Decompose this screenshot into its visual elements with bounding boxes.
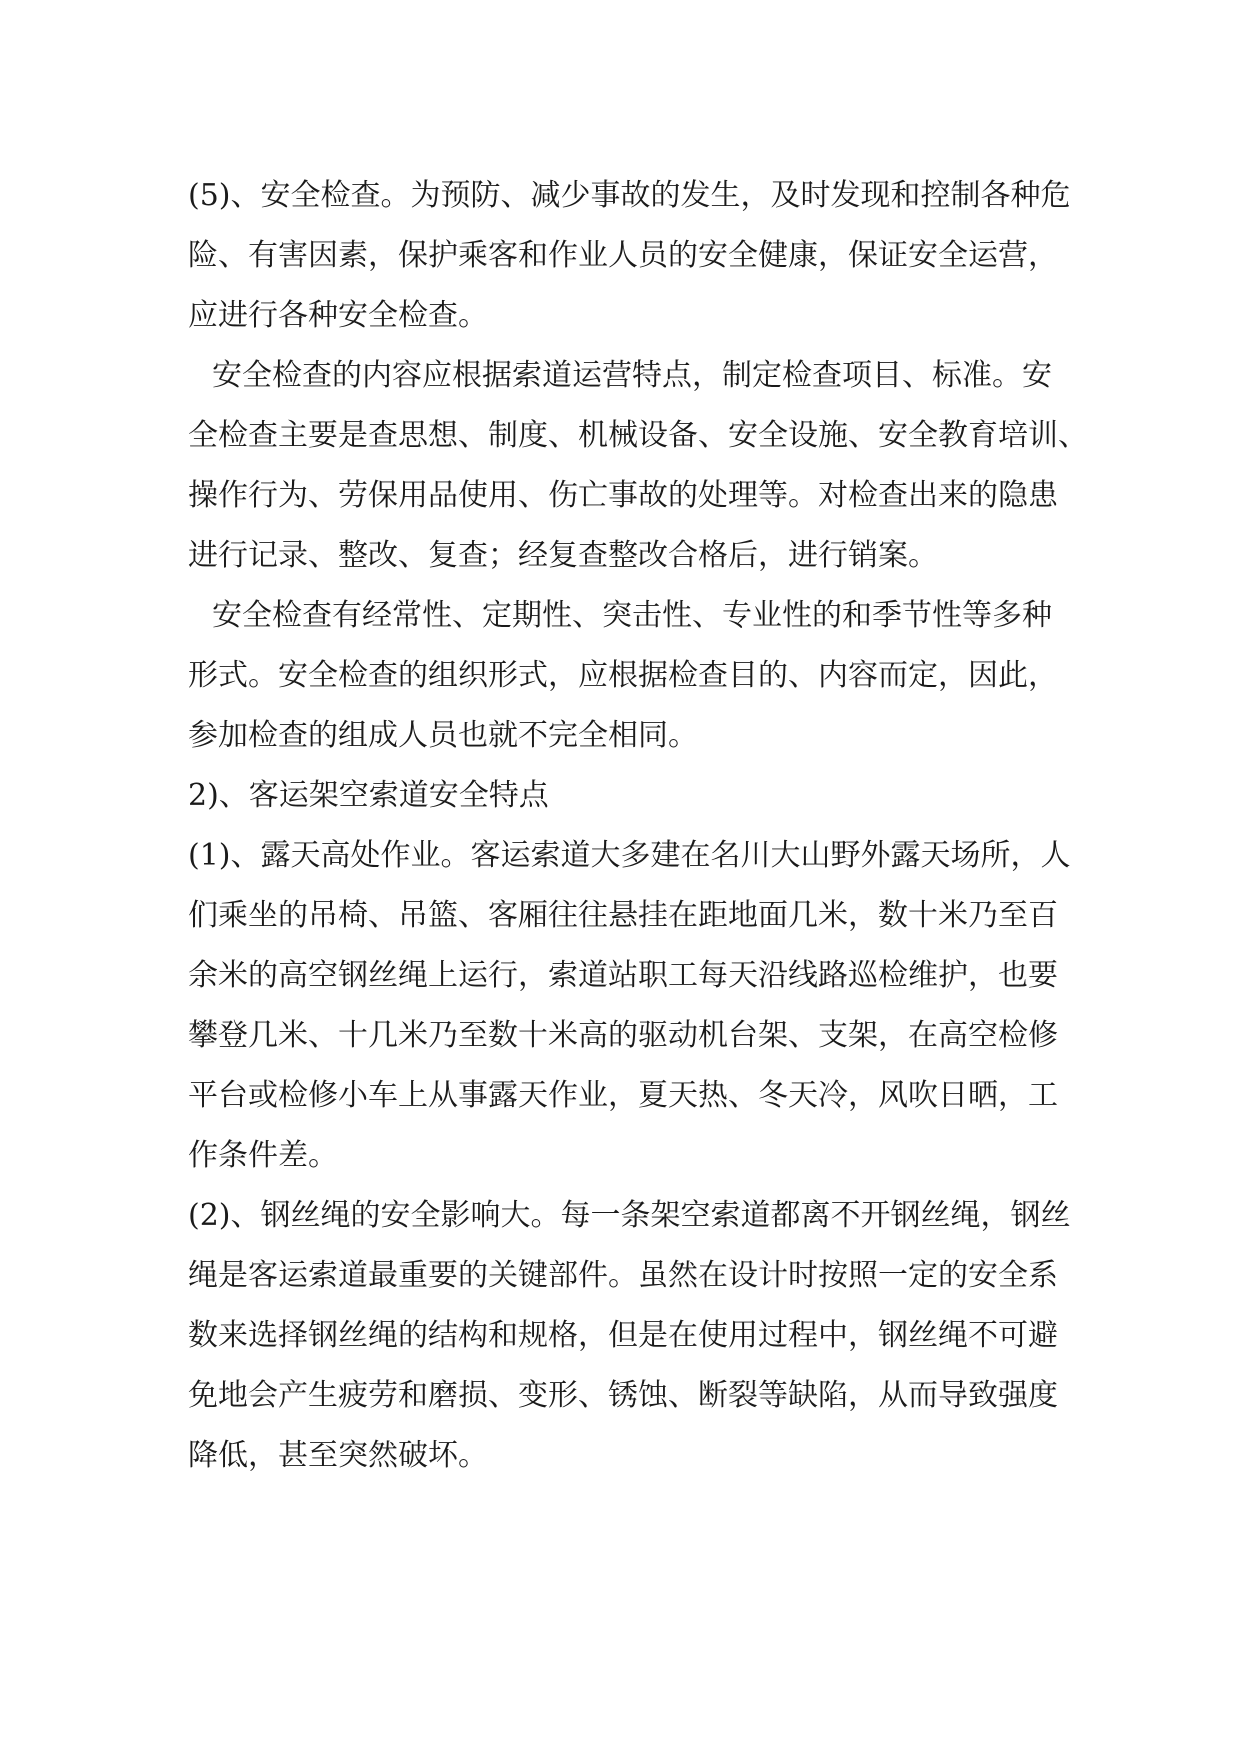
text-line: (2)、钢丝绳的安全影响大。每一条架空索道都离不开钢丝绳，钢丝 (188, 1198, 1071, 1233)
text-line: 数来选择钢丝绳的结构和规格，但是在使用过程中，钢丝绳不可避 (188, 1318, 1058, 1353)
text-line: 进行记录、整改、复查；经复查整改合格后，进行销案。 (188, 538, 938, 573)
text-line: 免地会产生疲劳和磨损、变形、锈蚀、断裂等缺陷，从而导致强度 (188, 1378, 1058, 1413)
text-line: 绳是客运索道最重要的关键部件。虽然在设计时按照一定的安全系 (188, 1258, 1058, 1293)
text-line: 安全检查的内容应根据索道运营特点，制定检查项目、标准。安 (212, 358, 1052, 393)
text-line: 攀登几米、十几米乃至数十米高的驱动机台架、支架，在高空检修 (188, 1018, 1058, 1053)
text-line: 们乘坐的吊椅、吊篮、客厢往往悬挂在距地面几米，数十米乃至百 (188, 898, 1058, 933)
text-line: 参加检查的组成人员也就不完全相同。 (188, 718, 698, 753)
text-line: (5)、安全检查。为预防、减少事故的发生，及时发现和控制各种危 (188, 178, 1071, 213)
text-line: 作条件差。 (188, 1138, 338, 1173)
text-line: 平台或检修小车上从事露天作业，夏天热、冬天冷，风吹日晒，工 (188, 1078, 1058, 1113)
text-line: 余米的高空钢丝绳上运行，索道站职工每天沿线路巡检维护，也要 (188, 958, 1058, 993)
text-line: 险、有害因素，保护乘客和作业人员的安全健康，保证安全运营， (188, 238, 1058, 273)
text-line: 安全检查有经常性、定期性、突击性、专业性的和季节性等多种 (212, 598, 1052, 633)
text-line: 操作行为、劳保用品使用、伤亡事故的处理等。对检查出来的隐患 (188, 478, 1058, 513)
text-line: 形式。安全检查的组织形式，应根据检查目的、内容而定，因此， (188, 658, 1058, 693)
text-line: 应进行各种安全检查。 (188, 298, 488, 333)
text-line: (1)、露天高处作业。客运索道大多建在名川大山野外露天场所，人 (188, 838, 1071, 873)
text-line: 降低，甚至突然破坏。 (188, 1438, 488, 1473)
text-line: 全检查主要是查思想、制度、机械设备、安全设施、安全教育培训、 (188, 418, 1088, 453)
section-heading: 2)、客运架空索道安全特点 (188, 778, 549, 813)
